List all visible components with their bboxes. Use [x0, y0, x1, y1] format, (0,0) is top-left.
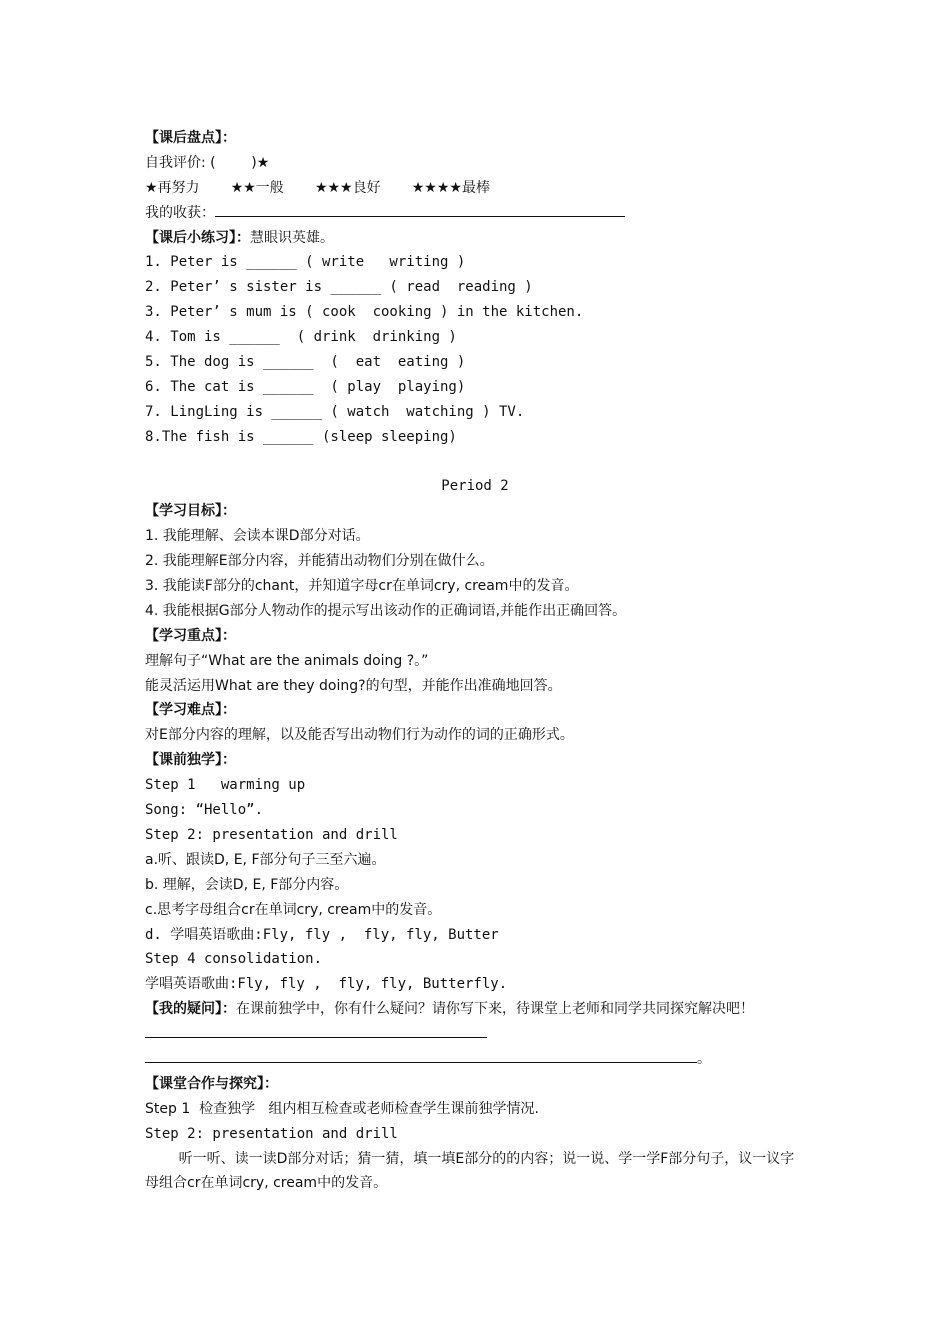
practice-item: 5. The dog is ______ ( eat eating ): [145, 354, 466, 371]
answer-line-2: [145, 1047, 805, 1072]
cooperation-step1: Step 1 检查独学 组内相互检查或老师检查学生课前独学情况.: [145, 1100, 539, 1117]
answer-blank-long[interactable]: [145, 1048, 697, 1063]
after-class-heading: 【课后盘点】：: [145, 130, 236, 146]
difficulties-heading: 【学习难点】：: [145, 702, 236, 719]
goal-item: 2. 我能理解E部分内容，并能猜出动物们分别在做什么。: [145, 553, 494, 570]
key-point-item: 理解句子“What are the animals doing ?。”: [145, 652, 429, 669]
pre-study-item: 学唱英语歌曲:Fly, fly , fly, fly, Butterfly.: [145, 976, 508, 993]
key-points-heading: 【学习重点】：: [145, 627, 236, 644]
practice-item: 7. LingLing is ______ ( watch watching ) TV.: [145, 403, 525, 420]
harvest-label: 我的收获：: [145, 204, 215, 221]
pre-study-item: c.思考字母组合cr在单词cry, cream中的发音。: [145, 901, 442, 918]
goal-item: 3. 我能读F部分的chant，并知道字母cr在单词cry, cream中的发音。: [145, 578, 579, 595]
pre-study-heading: 【课前独学】：: [145, 752, 236, 769]
practice-item: 4. Tom is ______ ( drink drinking ): [145, 329, 457, 346]
goal-item: 1. 我能理解、会读本课D部分对话。: [145, 528, 370, 545]
period-title: Period 2: [441, 478, 509, 495]
answer-blank-short[interactable]: [145, 1023, 487, 1038]
pre-study-item: Step 1 warming up: [145, 777, 306, 794]
cooperation-step2: Step 2: presentation and drill: [145, 1125, 398, 1142]
questions-heading: 【我的疑问】：: [145, 1001, 236, 1018]
self-evaluation: 自我评价: ( )★: [145, 154, 270, 171]
pre-study-item: b. 理解，会读D, E, F部分内容。: [145, 876, 349, 893]
practice-note: 慧眼识英雄。: [250, 229, 334, 246]
goals-heading: 【学习目标】：: [145, 503, 236, 520]
goal-item: 4. 我能根据G部分人物动作的提示写出该动作的正确词语,并能作出正确回答。: [145, 602, 627, 619]
pre-study-item: Step 4 consolidation.: [145, 951, 323, 968]
answer-end-mark: 。: [697, 1050, 711, 1067]
answer-line-1: [145, 1022, 805, 1047]
practice-heading-line: [145, 226, 805, 251]
pre-study-item: a.听、跟读D, E, F部分句子三至六遍。: [145, 851, 386, 868]
difficulties-text: 对E部分内容的理解，以及能否写出动物们行为动作的词的正确形式。: [145, 727, 574, 744]
spacer: [145, 450, 805, 475]
practice-heading: 【课后小练习】：: [145, 229, 250, 246]
pre-study-item: Step 2: presentation and drill: [145, 826, 398, 843]
practice-item: 8.The fish is ______ (sleep sleeping): [145, 428, 457, 445]
practice-item: 3. Peter’ s mum is ( cook cooking ) in the kitchen.: [145, 304, 584, 321]
questions-text: 在课前独学中，你有什么疑问？请你写下来，待课堂上老师和同学共同探究解决吧！: [236, 1001, 754, 1018]
harvest-blank[interactable]: [215, 202, 625, 217]
practice-item: 1. Peter is ______ ( write writing ): [145, 254, 466, 271]
key-point-item: 能灵活运用What are they doing?的句型，并能作出准确地回答。: [145, 677, 562, 694]
questions-block: [145, 997, 805, 1022]
practice-item: 2. Peter’ s sister is ______ ( read reading ): [145, 279, 533, 296]
document-page: [145, 126, 805, 1196]
rating-scale: ★再努力 ★★一般 ★★★良好 ★★★★最棒: [145, 179, 490, 196]
pre-study-item: d. 学唱英语歌曲:Fly, fly , fly, fly, Butter: [145, 926, 499, 943]
cooperation-paragraph: 听一听、读一读D部分对话；猜一猜，填一填E部分的的内容；说一说、学一学F部分句子，议一议字母组合cr在单词cry, cream中的发音。: [145, 1150, 795, 1192]
cooperation-heading: 【课堂合作与探究】：: [145, 1075, 278, 1092]
harvest-line: [145, 201, 805, 226]
practice-item: 6. The cat is ______ ( play playing): [145, 378, 466, 395]
pre-study-item: Song: “Hello”.: [145, 802, 264, 819]
